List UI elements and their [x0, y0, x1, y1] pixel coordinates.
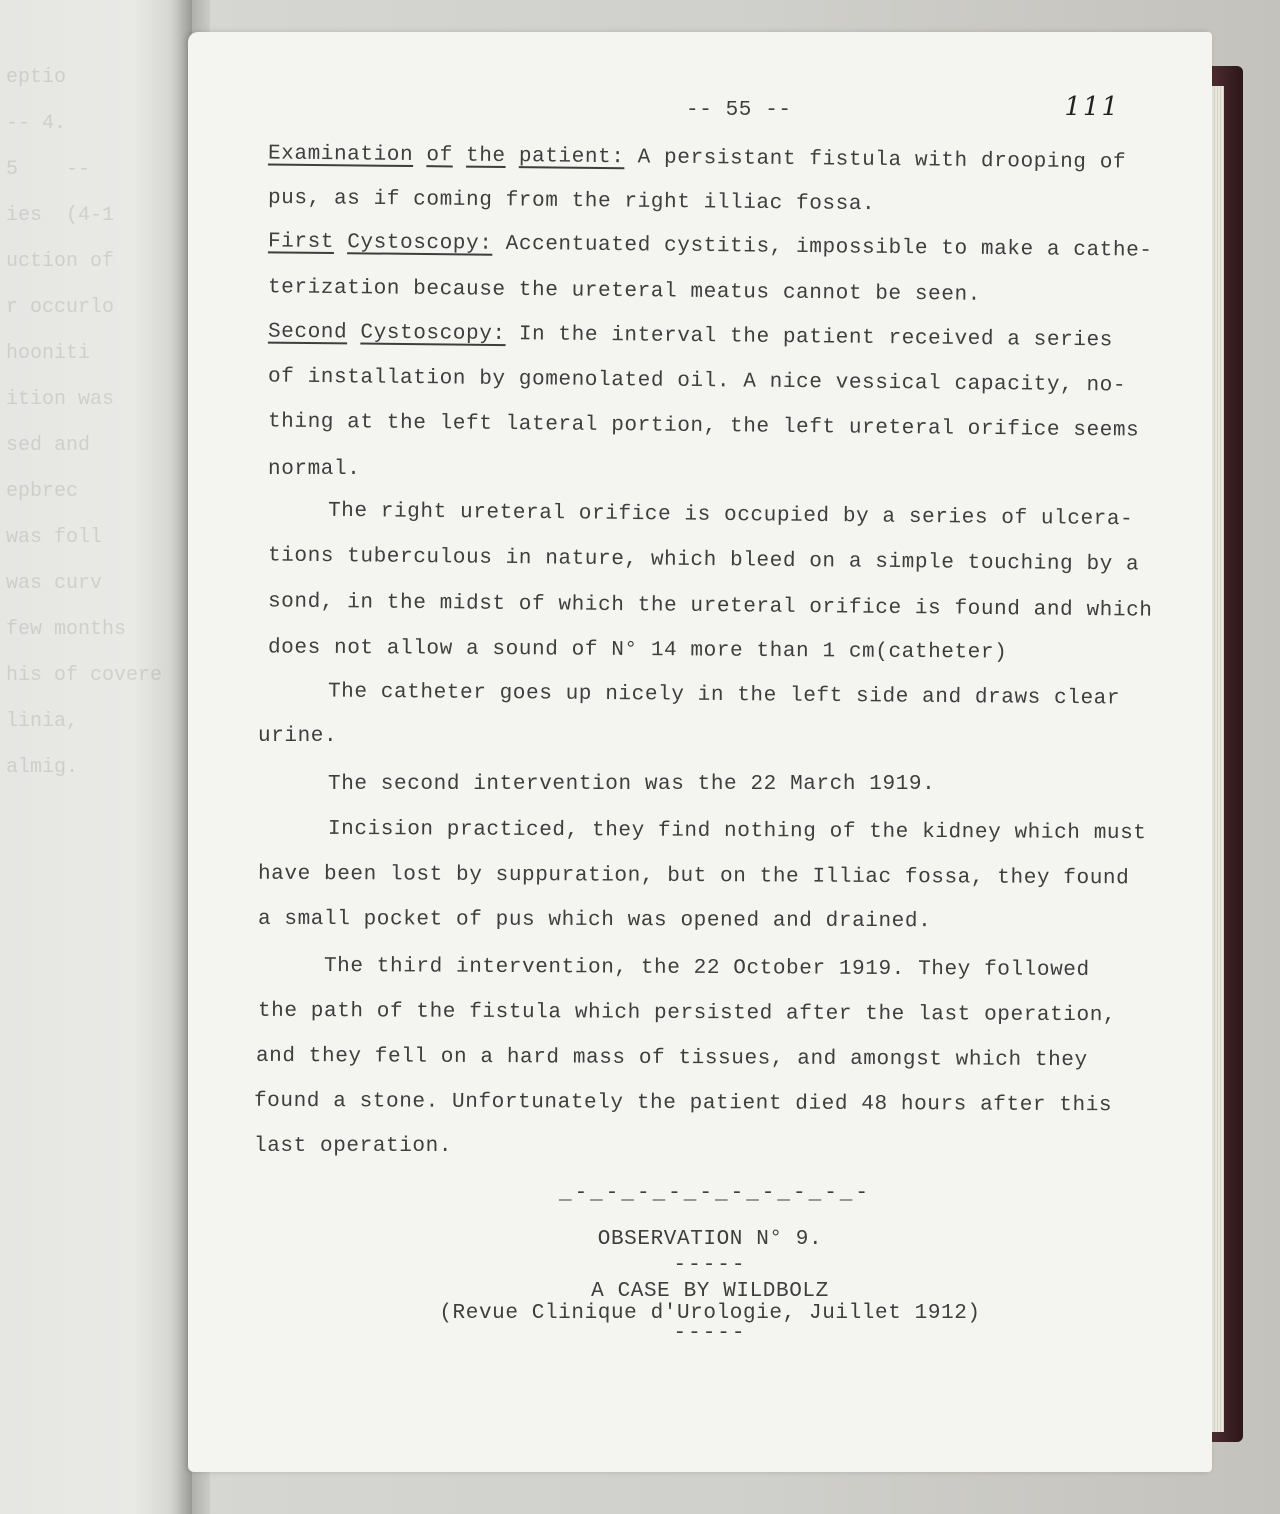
observation-title: OBSERVATION N° 9.	[597, 1228, 823, 1251]
body-line	[268, 230, 1153, 262]
underlined-heading: patient:	[518, 145, 625, 170]
body-line: Incision practiced, they find nothing of the kidney which must	[327, 817, 1147, 846]
body-line: The catheter goes up nicely in the left side and draws clear	[327, 680, 1121, 711]
body-line	[268, 321, 1113, 353]
source-citation: (Revue Clinique d'Urologie, Juillet 1912)	[439, 1302, 981, 1325]
body-line: terization because the ureteral meatus cannot be seen.	[267, 276, 982, 307]
body-line: The right ureteral orifice is occupied by a series of ulcera-	[327, 499, 1134, 532]
body-line: found a stone. Unfortunately the patient died 48 hours after this	[253, 1089, 1113, 1118]
body-line: thing at the left lateral portion, the left ureteral orifice seems	[267, 410, 1140, 443]
body-line: The second intervention was the 22 March 1919.	[328, 773, 936, 796]
body-line: does not allow a sound of N° 14 more than 1 cm(catheter)	[267, 636, 1008, 665]
line-text: In the interval the patient received a series	[505, 323, 1114, 353]
line-text: Accentuated cystitis, impossible to make a cathe-	[492, 232, 1153, 263]
case-title: A CASE BY WILDBOLZ	[591, 1280, 829, 1303]
left-page-bleedthrough-text: eptio -- 4. 5 -- ies (4-1 uction of r occurlo hooniti ition was sed and epbrec was foll was curv few months his of covere linia, almig.	[6, 66, 163, 779]
separator-rule: _-_-_-_-_-_-_-_-_-_-	[558, 1182, 872, 1205]
underlined-heading: First	[267, 230, 335, 255]
underlined-heading: Cystoscopy:	[360, 321, 506, 347]
body-line: of installation by gomenolated oil. A nice vessical capacity, no-	[267, 365, 1127, 398]
body-line: have been lost by suppuration, but on the Illiac fossa, they found	[257, 862, 1130, 891]
body-line: the path of the fistula which persisted after the last operation,	[257, 999, 1117, 1028]
short-rule: -----	[673, 1322, 747, 1345]
left-facing-page	[0, 0, 192, 1514]
body-line: and they fell on a hard mass of tissues, and amongst which they	[255, 1044, 1088, 1073]
body-line: last operation.	[254, 1135, 453, 1158]
underlined-heading: the	[465, 144, 506, 168]
document-page	[188, 32, 1212, 1472]
body-line: tions tuberculous in nature, which bleed on a simple touching by a	[267, 544, 1140, 577]
line-text: A persistant fistula with drooping of	[624, 146, 1127, 175]
underlined-heading: of	[426, 144, 453, 168]
underlined-heading: Cystoscopy:	[347, 231, 493, 256]
underlined-heading: Second	[267, 320, 348, 345]
underlined-heading: Examination	[267, 142, 414, 168]
body-line: normal.	[268, 458, 361, 481]
page-number: -- 55 --	[686, 99, 792, 122]
body-line	[268, 143, 1126, 175]
body-line: The third intervention, the 22 October 1919. They followed	[323, 954, 1090, 983]
body-line: a small pocket of pus which was opened and drained.	[257, 907, 932, 934]
body-line: urine.	[258, 725, 338, 748]
body-line: sond, in the midst of which the ureteral orifice is found and which	[267, 590, 1153, 623]
short-rule: -----	[673, 1254, 747, 1277]
folio-number: 111	[1064, 92, 1120, 122]
body-line: pus, as if coming from the right illiac fossa.	[267, 186, 876, 217]
